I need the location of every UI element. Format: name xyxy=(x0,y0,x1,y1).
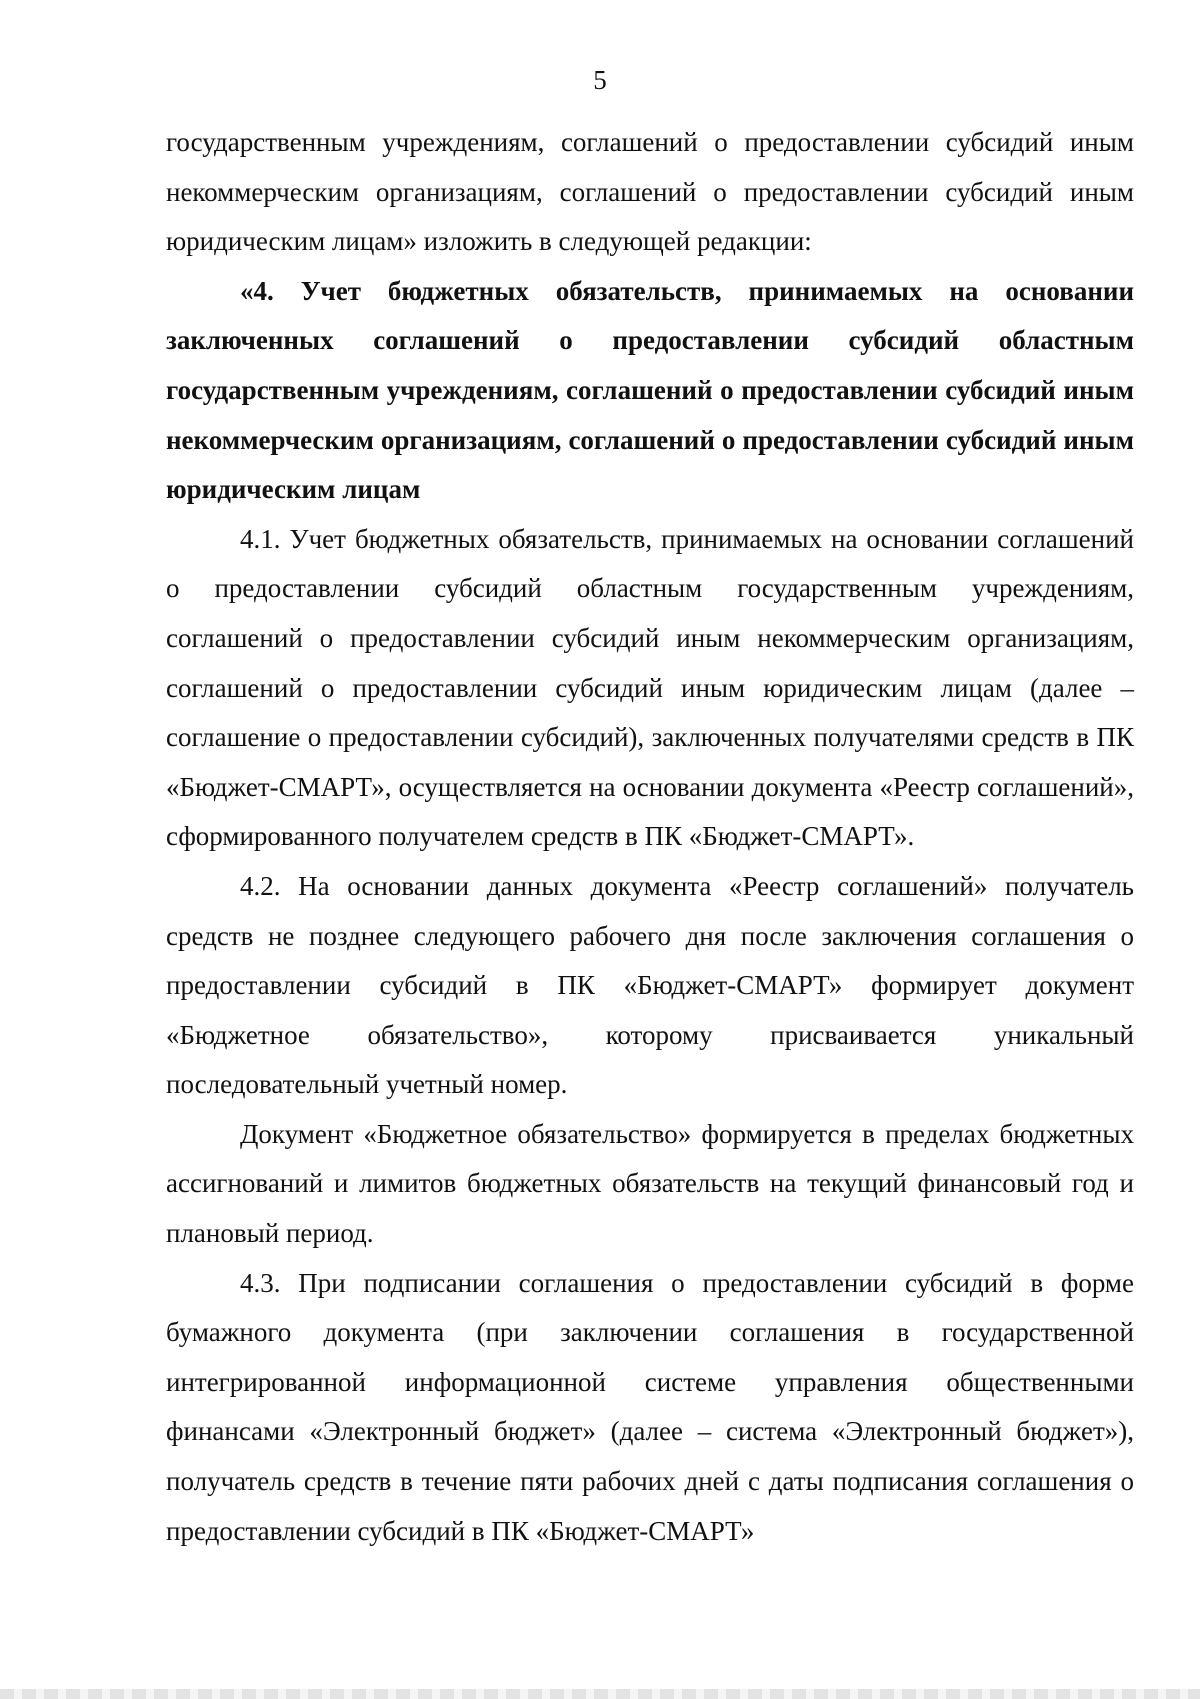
paragraph-continuation: государственным учреждениям, соглашений о предоставлении субсидий иным некоммерческим организациям, соглашений о предоставлении субсидий иным юридическим лицам» изложить в следующей редакции: xyxy=(166,127,1134,257)
paragraph-4-2-continued: Документ «Бюджетное обязательство» формируется в пределах бюджетных ассигнований и лимитов бюджетных обязательств на текущий финансовый год и плановый период. xyxy=(166,1118,1134,1249)
paragraph-4-2: 4.2. На основании данных документа «Реестр соглашений» получатель средств не позднее следующего рабочего дня после заключения соглашения о предоставлении субсидий в ПК «Бюджет-СМАРТ» формирует документ «Бюджетное обязательство», которому присваивается уникальный последовательный учетный номер. xyxy=(166,870,1134,1100)
paragraph-4-1: 4.1. Учет бюджетных обязательств, принимаемых на основании соглашений о предоставлении субсидий областным государственным учреждениям, соглашений о предоставлении субсидий иным некоммерческим организациям, соглашений о предоставлении субсидий иным юридическим лицам (далее – соглашение о предоставлении субсидий), заключенных получателями средств в ПК «Бюджет-СМАРТ», осуществляется на основании документа «Реестр соглашений», сформированного получателем средств в ПК «Бюджет-СМАРТ». xyxy=(166,523,1134,852)
scan-edge-artifact xyxy=(0,1689,1200,1699)
paragraph-4-3: 4.3. При подписании соглашения о предоставлении субсидий в форме бумажного документа (при заключении соглашения в государственной интегрированной информационной системе управления общественными финансами «Электронный бюджет» (далее – система «Электронный бюджет»), получатель средств в течение пяти рабочих дней с даты подписания соглашения о предоставлении субсидий в ПК «Бюджет-СМАРТ» xyxy=(166,1267,1134,1546)
document-body xyxy=(166,118,1134,1556)
section-heading: «4. Учет бюджетных обязательств, принимаемых на основании заключенных соглашений о предоставлении субсидий областным государственным учреждениям, соглашений о предоставлении субсидий иным некоммерческим организациям, соглашений о предоставлении субсидий иным юридическим лицам xyxy=(166,275,1134,505)
page-number: 5 xyxy=(593,65,607,95)
